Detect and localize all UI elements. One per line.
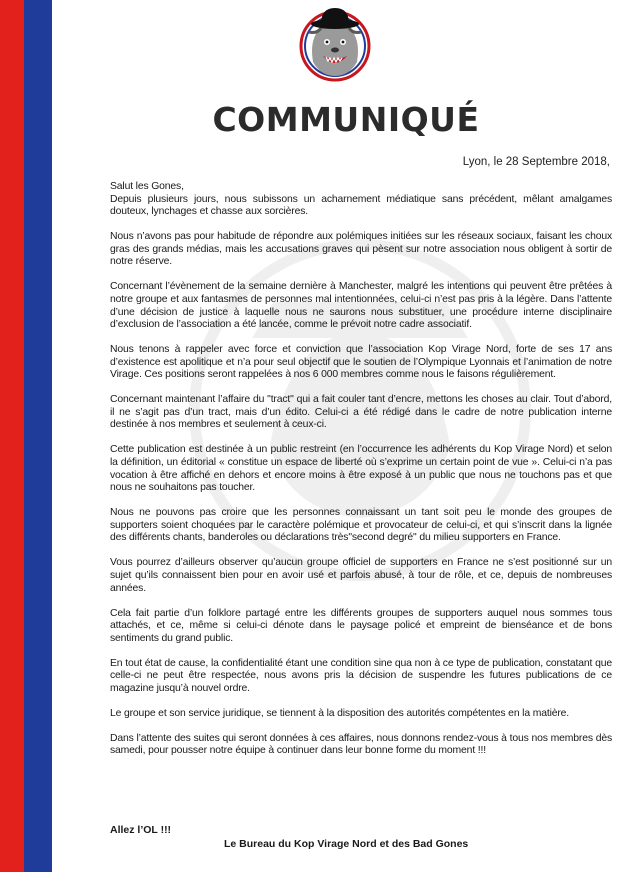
page-title: COMMUNIQUÉ — [212, 100, 480, 139]
closing-cheer: Allez l’OL !!! — [110, 824, 172, 836]
paragraph: Le groupe et son service juridique, se tiennent à la disposition des autorités compétentes en la matière. — [110, 707, 570, 719]
paragraph: Concernant l’évènement de la semaine dernière à Manchester, malgré les intentions qui peuvent être prêtées à notre groupe et aux fantasmes de personnes mal intentionnées, celui-ci n’est pas pris à la légère. Dans l’attente d’une décision de justice à laquelle nous ne saurons nous substituer, une procédure interne disciplinaire d’exclusion de l’association a été lancée, comme le prévoit notre cadre associatif. — [110, 281, 612, 331]
lion-bowler-hat-logo — [299, 4, 371, 86]
paragraph: Vous pourrez d’ailleurs observer qu’aucun groupe officiel de supporters en France ne s’est positionné sur un sujet qu’ils connaissent bien pour en avoir usé et parfois abusé, à tour de rôle, et ce, depuis de nombreuses années. — [110, 557, 612, 594]
paragraph: Nous ne pouvons pas croire que les personnes connaissant un tant soit peu le monde des groupes de supporters soient choquées par le caractère polémique et provocateur de celui-ci, et qui s’inscrit dans la lignée des différents chants, banderoles ou déclarations très"second degré" du milieu supporters en France. — [110, 507, 612, 544]
signature: Le Bureau du Kop Virage Nord et des Bad Gones — [224, 838, 469, 850]
paragraph: Cette publication est destinée à un public restreint (en l’occurrence les adhérents du Kop Virage Nord) et selon la définition, un éditorial « constitue un espace de liberté où s’exprime un certain point de vue ». Celui-ci n’a pas vocation à être affiché en dehors et encore moins à être exposé à un public que nous ne touchons pas et que nous ne souhaitons pas toucher. — [110, 444, 612, 494]
paragraph: En tout état de cause, la confidentialité étant une condition sine qua non à ce type de publication, constatant que celle-ci ne peut être respectée, nous avons pris la décision de suspendre les futures publications de ce magazine jusqu’à nouvel ordre. — [110, 657, 612, 694]
red-side-stripe — [0, 0, 24, 872]
letter-body — [110, 181, 612, 770]
date-line: Lyon, le 28 Septembre 2018, — [462, 156, 610, 168]
blue-side-stripe — [24, 0, 52, 872]
paragraph: Cela fait partie d’un folklore partagé entre les différents groupes de supporters auquel nous sommes tous attachés, et ce, même si celui-ci dénote dans le paysage policé et empreint de bienséance et de bons sentiments du grand public. — [110, 607, 612, 644]
paragraph: Nous tenons à rappeler avec force et conviction que l’association Kop Virage Nord, forte de ses 17 ans d’existence est apolitique et n’a pour seul objectif que le soutien de l’Olympique Lyonnais et l’animation de notre Virage. Ces positions seront rappelées à nos 6 000 membres comme nous le faisons régulièrement. — [110, 344, 612, 381]
paragraph: Nous n’avons pas pour habitude de répondre aux polémiques initiées sur les réseaux sociaux, faisant les choux gras des grands médias, mais les accusations graves qui pèsent sur notre association nous obligent à sortir de notre réserve. — [110, 231, 612, 268]
paragraph: Concernant maintenant l’affaire du "tract" qui a fait couler tant d’encre, mettons les choses au clair. Tout d’abord, il ne s’agit pas d’un tract, mais d’un édito. Celui-ci a été rédigé dans le cadre de notre publication interne destinée à nos membres et seulement à ceux-ci. — [110, 394, 612, 431]
greeting: Salut les Gones, — [110, 181, 184, 192]
paragraph: Dans l’attente des suites qui seront données à ces affaires, nous donnons rendez-vous à tous nos membres dès samedi, pour pousser notre équipe à continuer dans leur bonne forme du moment !!! — [110, 732, 612, 757]
paragraph: Depuis plusieurs jours, nous subissons un acharnement médiatique sans précédent, mêlant amalgames douteux, lynchages et chasse aux sorcières. — [110, 193, 612, 218]
